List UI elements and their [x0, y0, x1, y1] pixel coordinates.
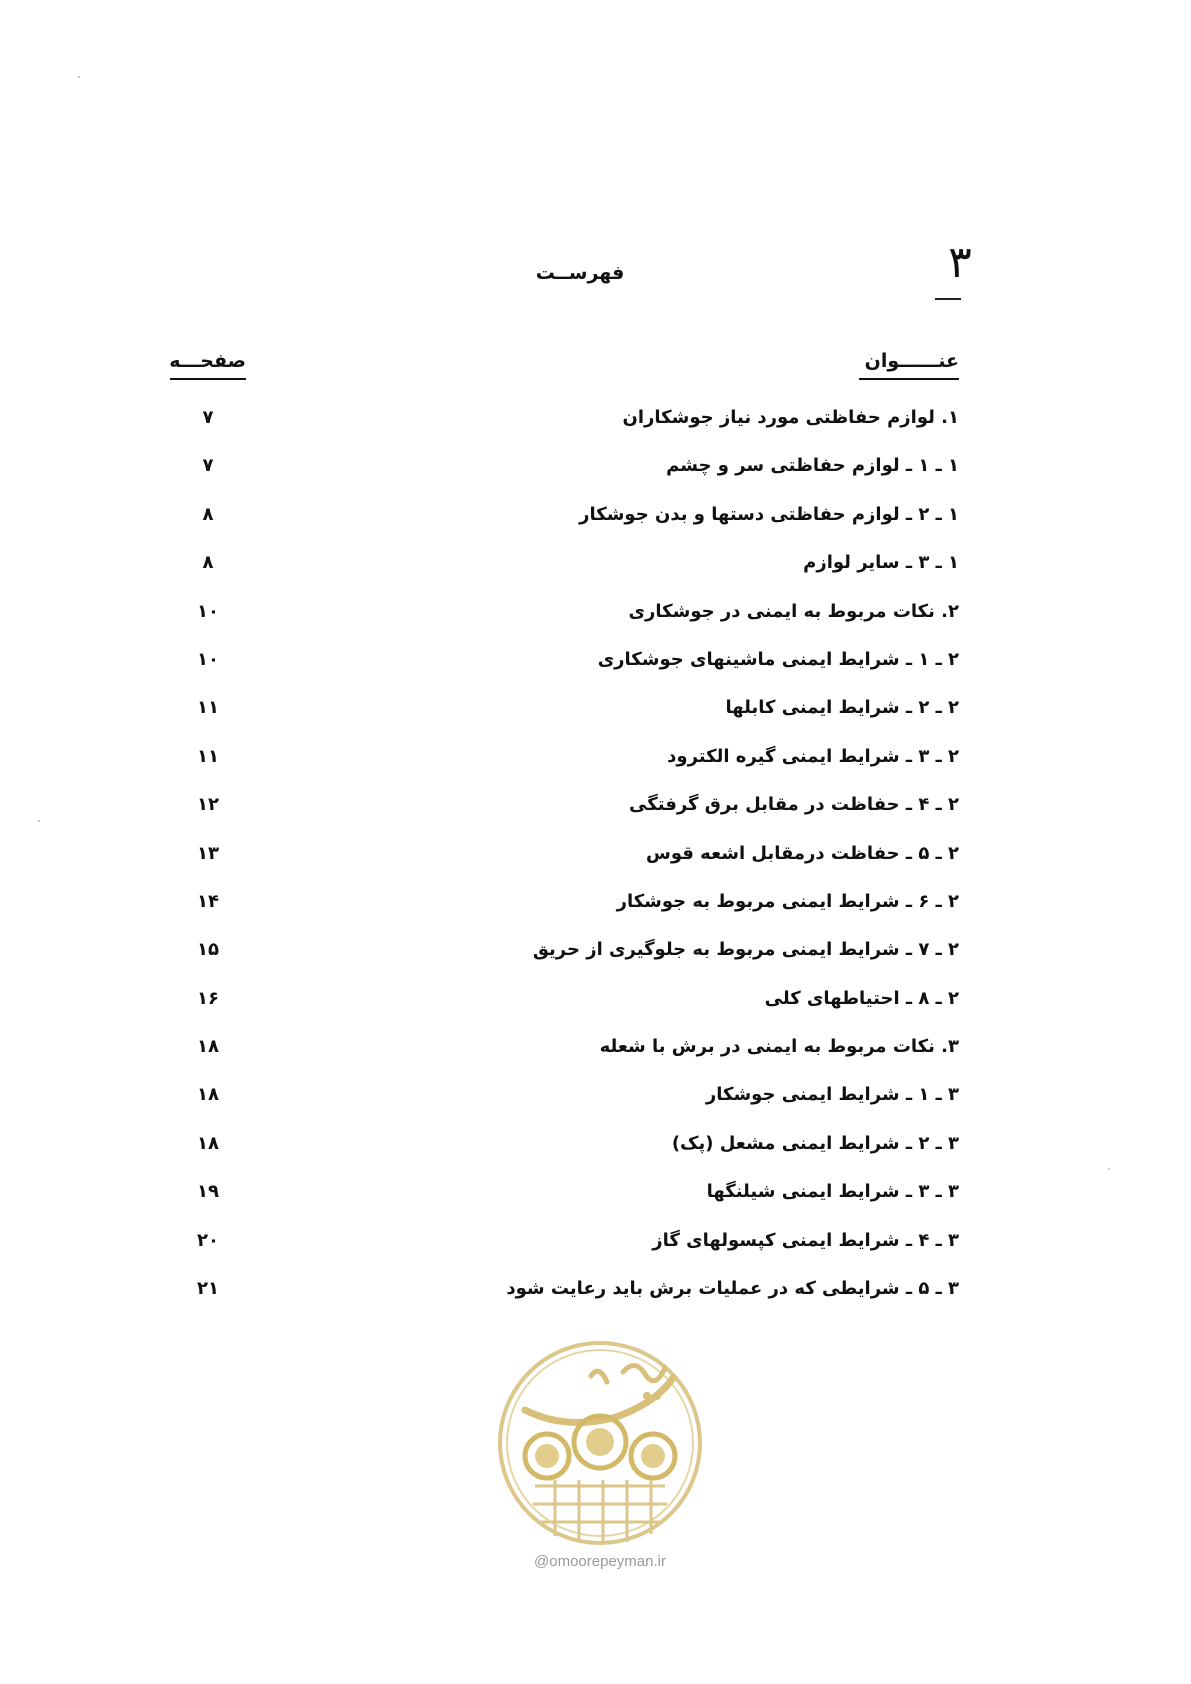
toc-page-number: ۸	[202, 503, 214, 525]
page-title: فهرســت	[535, 262, 625, 284]
toc-entry[interactable]	[170, 984, 959, 1032]
toc-title: ۳ ـ ۲ ـ شرایط ایمنی مشعل (پک)	[671, 1132, 959, 1154]
page-number: ۳	[948, 237, 972, 288]
toc-title: ۳ ـ ۳ ـ شرایط ایمنی شیلنگها	[706, 1181, 959, 1203]
toc-entry[interactable]	[170, 597, 959, 645]
toc-entry[interactable]	[170, 403, 959, 451]
toc-title: ۲. نکات مربوط به ایمنی در جوشکاری	[628, 600, 959, 622]
toc-title: ۳ ـ ۱ ـ شرایط ایمنی جوشکار	[705, 1084, 959, 1106]
toc-page-number: ۱۹	[197, 1181, 219, 1203]
toc-page-number: ۷	[202, 455, 214, 477]
toc-page-number: ۱۵	[197, 939, 219, 961]
toc-page-number: ۲۱	[197, 1278, 219, 1300]
watermark-url: @omoorepeyman.ir	[534, 1553, 666, 1570]
scan-speck	[78, 76, 80, 78]
toc-title: ۲ ـ ۷ ـ شرایط ایمنی مربوط به جلوگیری از حریق	[532, 939, 959, 961]
toc-title: ۲ ـ ۸ ـ احتیاطهای کلی	[764, 987, 959, 1009]
toc-page-number: ۱۱	[197, 697, 219, 719]
toc-title: ۱ ـ ۱ ـ لوازم حفاظتی سر و چشم	[666, 455, 959, 477]
toc-page-number: ۱۳	[197, 842, 219, 864]
toc-page-number: ۲۰	[197, 1229, 219, 1251]
toc-title: ۱ ـ ۳ ـ سایر لوازم	[803, 552, 959, 574]
toc-entry[interactable]	[170, 1080, 959, 1128]
toc-entry[interactable]	[170, 1274, 959, 1322]
toc-page-number: ۷	[202, 407, 214, 428]
toc-title: ۲ ـ ۱ ـ شرایط ایمنی ماشینهای جوشکاری	[597, 648, 959, 670]
toc-entry[interactable]	[170, 887, 959, 935]
scan-speck	[1108, 1168, 1110, 1170]
page-number-underline	[935, 298, 961, 300]
toc-entry[interactable]	[170, 548, 959, 596]
toc-page-number: ۱۸	[197, 1036, 219, 1058]
toc-entry[interactable]	[170, 935, 959, 983]
toc-entry[interactable]	[170, 742, 959, 790]
toc-title: ۲ ـ ۴ ـ حفاظت در مقابل برق گرفتگی	[629, 794, 959, 816]
toc-title: ۳ ـ ۴ ـ شرایط ایمنی کپسولهای گاز	[652, 1229, 959, 1251]
toc-entry[interactable]	[170, 1129, 959, 1177]
table-of-contents	[170, 403, 959, 1322]
toc-title: ۳. نکات مربوط به ایمنی در برش با شعله	[599, 1036, 959, 1058]
toc-entry[interactable]	[170, 1177, 959, 1225]
toc-page-number: ۱۲	[197, 794, 219, 816]
toc-page-number: ۱۴	[197, 890, 219, 912]
toc-entry[interactable]	[170, 1032, 959, 1080]
toc-entry[interactable]	[170, 693, 959, 741]
toc-title: ۲ ـ ۲ ـ شرایط ایمنی کابلها	[725, 697, 959, 719]
toc-entry[interactable]	[170, 790, 959, 838]
column-header-page: صفحـــه	[170, 350, 246, 380]
scan-speck	[38, 820, 40, 822]
toc-page-number: ۱۰	[197, 648, 219, 670]
toc-entry[interactable]	[170, 451, 959, 499]
toc-title: ۲ ـ ۳ ـ شرایط ایمنی گیره الکترود	[667, 745, 959, 767]
toc-entry[interactable]	[170, 1226, 959, 1274]
toc-entry[interactable]	[170, 645, 959, 693]
toc-title: ۲ ـ ۵ ـ حفاظت درمقابل اشعه قوس	[645, 842, 959, 864]
toc-page-number: ۱۱	[197, 745, 219, 767]
toc-page-number: ۱۰	[197, 600, 219, 622]
omoor-peyman-seal-logo	[495, 1338, 705, 1548]
toc-page-number: ۸	[202, 552, 214, 574]
toc-title: ۳ ـ ۵ ـ شرایطی که در عملیات برش باید رعایت شود	[506, 1278, 959, 1300]
toc-page-number: ۱۶	[197, 987, 219, 1009]
toc-entry[interactable]	[170, 839, 959, 887]
toc-title: ۱. لوازم حفاظتی مورد نیاز جوشکاران	[622, 407, 959, 428]
toc-entry[interactable]	[170, 500, 959, 548]
toc-page-number: ۱۸	[197, 1084, 219, 1106]
toc-title: ۱ ـ ۲ ـ لوازم حفاظتی دستها و بدن جوشکار	[579, 503, 959, 525]
column-header-title: عنــــــوان	[859, 350, 959, 380]
toc-title: ۲ ـ ۶ ـ شرایط ایمنی مربوط به جوشکار	[616, 890, 959, 912]
toc-page-number: ۱۸	[197, 1132, 219, 1154]
